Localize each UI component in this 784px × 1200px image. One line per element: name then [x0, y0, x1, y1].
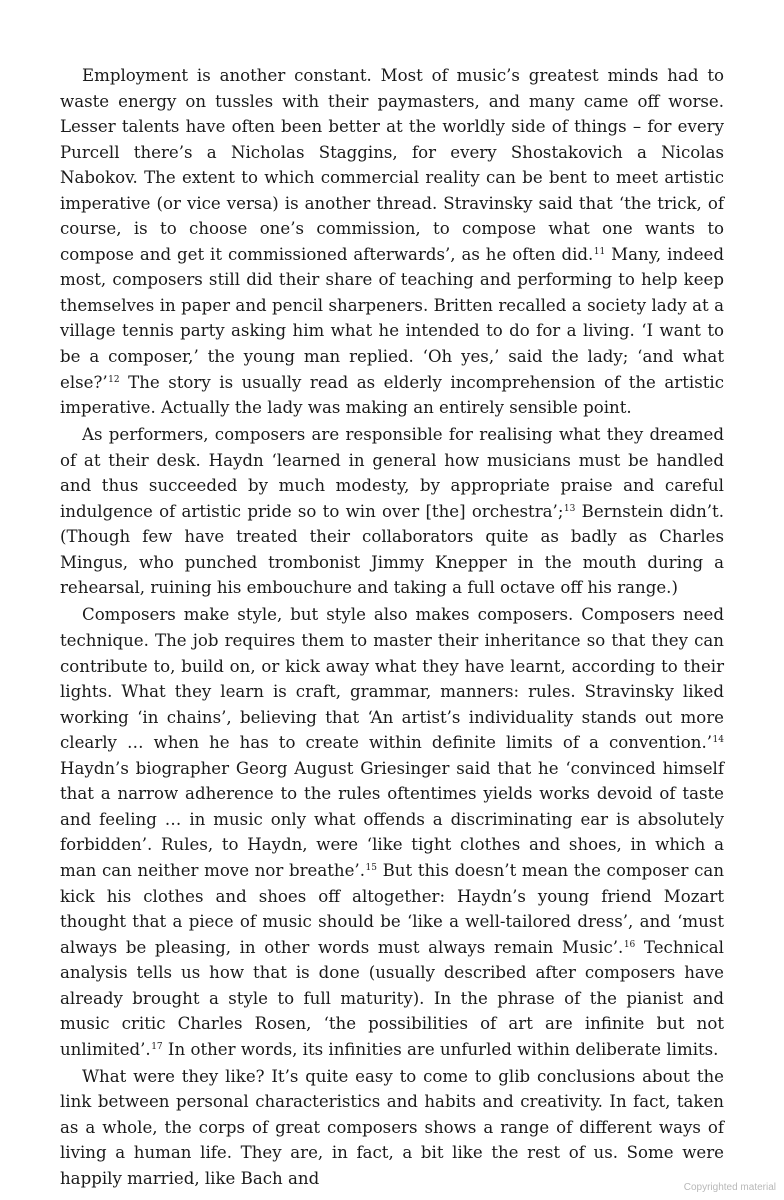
text-run: But this doesn’t mean the composer can kick his clothes and shoes off altogether: Haydn’s young friend Mozart thought that a piece of music should be ‘like a well-tailored dress’, and ‘must always be pleasing, in other words must always remain Music’.: [60, 860, 725, 957]
footnote-ref-14[interactable]: 14: [712, 735, 724, 746]
footnote-ref-11[interactable]: 11: [593, 246, 606, 257]
text-run: Bernstein didn’t. (Though few have treated their collaborators quite as badly as Charles Mingus, who punched trombonist Jimmy Knepper in the mouth during a rehearsal, ruining his embouchure and taking a full octave off his range.): [60, 501, 724, 598]
paragraph-employment: [60, 63, 724, 421]
text-run: Haydn’s biographer Georg August Griesinger said that he ‘convinced himself that a narrow adherence to the rules oftentimes yields works devoid of taste and feeling … in music only what offends a discriminating ear is absolutely forbidden’. Rules, to Haydn, were ‘like tight clothes and shoes, in which a man can neither move nor breathe’.: [60, 758, 724, 880]
footnote-ref-12[interactable]: 12: [108, 374, 120, 385]
text-run: Technical analysis tells us how that is done (usually described after composers have already brought a style to full maturity). In the phrase of the pianist and music critic Charles Rosen, ‘the possibilities of art are infinite but not unlimited’.: [60, 937, 724, 1059]
footnote-ref-16[interactable]: 16: [623, 939, 636, 950]
text-run: Many, indeed most, composers still did their share of teaching and performing to help keep themselves in paper and pencil sharpeners. Britten recalled a society lady at a village tennis party asking him what he intended to do for a living. ‘I want to be a composer,’ the young man replied. ‘Oh yes,’ said the lady; ‘and what else?’: [60, 244, 724, 392]
paragraph-style: [60, 602, 724, 1062]
paragraph-performers: [60, 422, 724, 601]
text-run: What were they like? It’s quite easy to come to glib conclusions about the link between personal characteristics and habits and creativity. In fact, taken as a whole, the corps of great composers shows a range of different ways of living a human life. They are, in fact, a bit like the rest of us. Some were happily married, like Bach and: [60, 1066, 724, 1189]
text-run: Composers make style, but style also makes composers. Composers need technique. The job requires them to master their inheritance so that they can contribute to, build on, or kick away what they have learnt, according to their lights. What they learn is craft, grammar, manners: rules. Stravinsky liked working ‘in chains’, believing that ‘An artist’s individuality stands out more clearly … when he has to create within definite limits of a convention.’: [60, 605, 724, 753]
text-run: Employment is another constant. Most of music’s greatest minds had to waste energy on tussles with their paymasters, and many came off worse. Lesser talents have often been better at the worldly side of things – for every Purcell there’s a Nicholas Staggins, for every Shostakovich a Nicolas Nabokov. The extent to which commercial reality can be bent to meet artistic imperative (or vice versa) is another thread. Stravinsky said that ‘the trick, of course, is to choose one’s commission, to compose what one wants to compose and get it commissioned afterwards’, as he often did.: [60, 66, 724, 264]
text-run: The story is usually read as elderly incomprehension of the artistic imperative. Actually the lady was making an entirely sensible point.: [60, 372, 724, 418]
text-run: As performers, composers are responsible for realising what they dreamed of at their desk. Haydn ‘learned in general how musicians must be handled and thus succeeded by much modesty, by appropriate praise and careful indulgence of artistic pride so to win over [the] orchestra’;: [60, 425, 724, 521]
paragraph-what-were-they-like: [60, 1064, 724, 1192]
copyright-watermark: Copyrighted material: [683, 1182, 776, 1193]
footnote-ref-17[interactable]: 17: [151, 1041, 163, 1052]
page-body: [60, 63, 724, 1192]
text-run: In other words, its infinities are unfurled within deliberate limits.: [162, 1039, 719, 1059]
footnote-ref-13[interactable]: 13: [563, 503, 576, 514]
footnote-ref-15[interactable]: 15: [365, 862, 377, 873]
